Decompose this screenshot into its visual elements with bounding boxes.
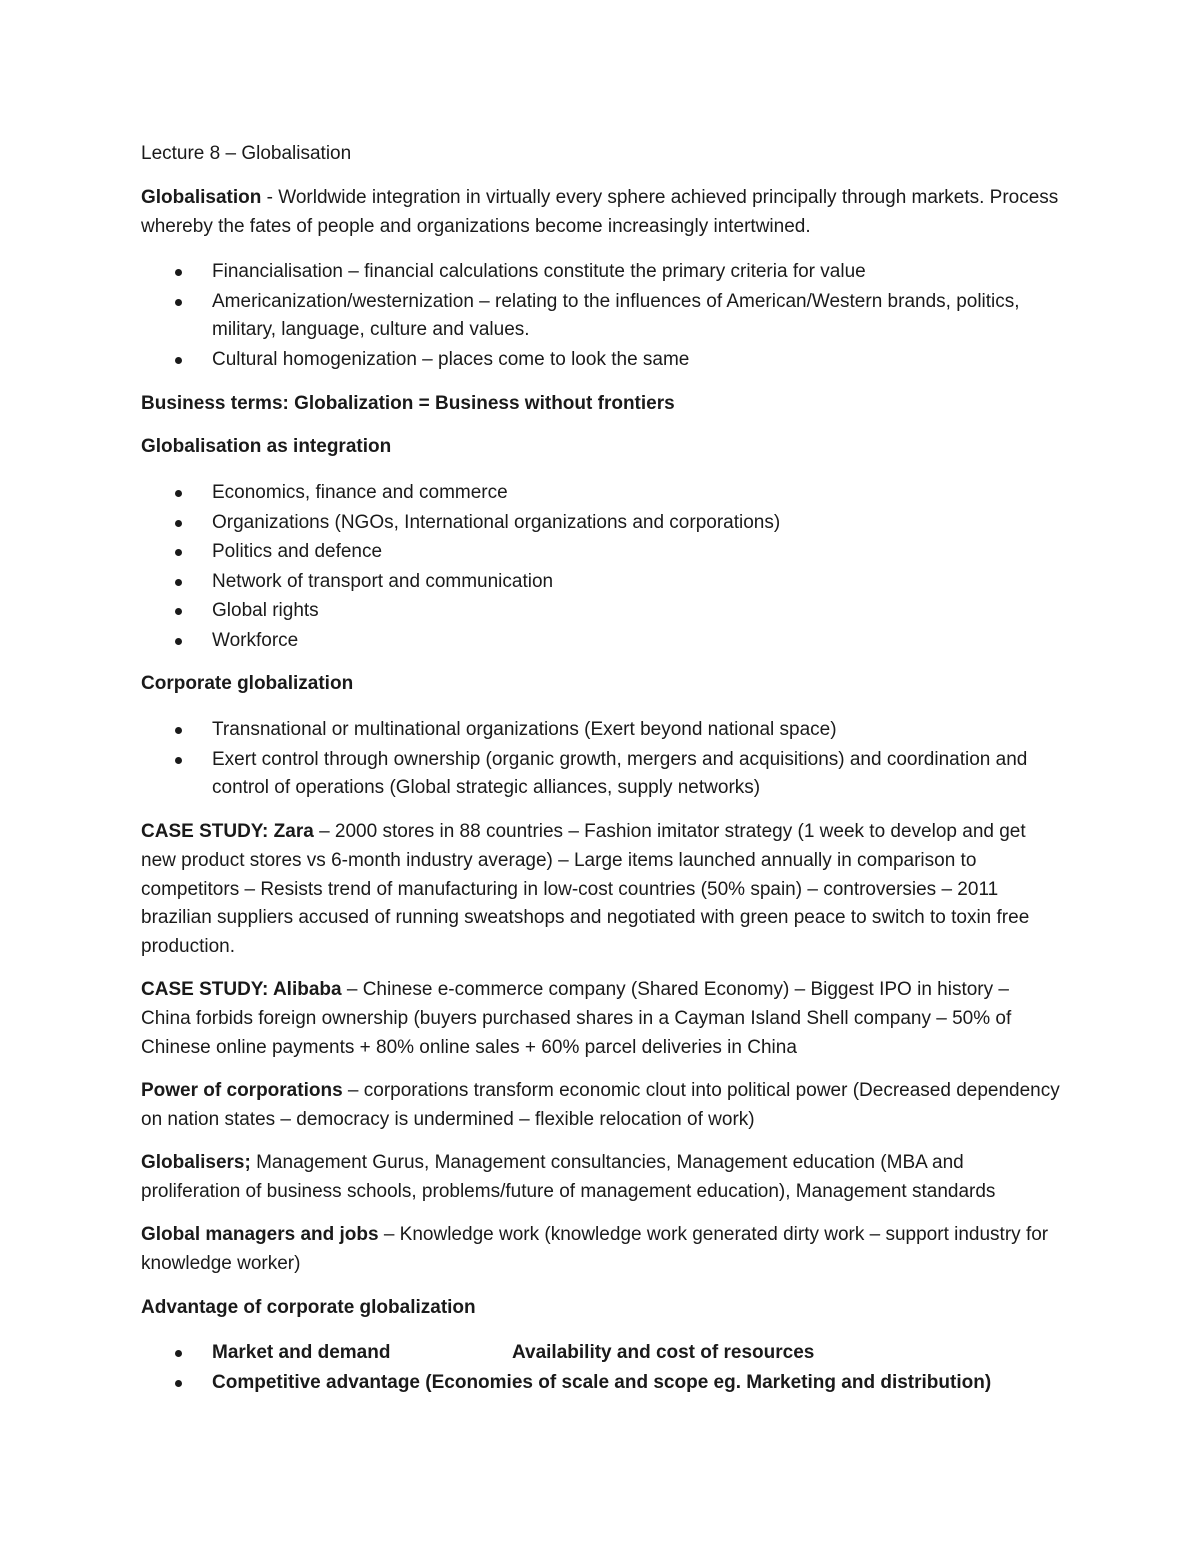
- bullet-icon: [175, 549, 182, 556]
- list-item: Workforce: [141, 627, 1061, 656]
- integration-bullet-list: [141, 479, 1061, 657]
- list-item: Politics and defence: [141, 538, 1061, 567]
- list-item: Cultural homogenization – places come to look the same: [141, 346, 1061, 375]
- business-terms-heading: Business terms: Globalization = Business without frontiers: [141, 393, 675, 414]
- global-managers-paragraph: Global managers and jobs – Knowledge work (knowledge work generated dirty work – support industry for knowledge worker): [141, 1224, 1049, 1274]
- globalisers-paragraph: Globalisers; Management Gurus, Management consultancies, Management education (MBA and proliferation of business schools, problems/future of management education), Management standards: [141, 1152, 996, 1202]
- bullet-icon: [175, 490, 182, 497]
- list-item: Global rights: [141, 597, 1061, 626]
- bullet-icon: [175, 1350, 182, 1357]
- definition-text: - Worldwide integration in virtually every sphere achieved principally through markets. Process whereby the fates of people and organizations become increasingly intertwined.: [141, 187, 1059, 237]
- definition-term: Globalisation: [141, 187, 262, 208]
- list-item: Economics, finance and commerce: [141, 479, 1061, 508]
- advantage-bullet-list: [141, 1339, 1061, 1398]
- bullet-icon: [175, 269, 182, 276]
- list-item: Exert control through ownership (organic growth, mergers and acquisitions) and coordination and control of operations (Global strategic alliances, supply networks): [141, 746, 1061, 804]
- bullet-icon: [175, 727, 182, 734]
- bullet-icon: [175, 579, 182, 586]
- bullet-icon: [175, 1380, 182, 1387]
- definition-paragraph: [141, 184, 1061, 242]
- integration-heading: Globalisation as integration: [141, 436, 392, 457]
- list-item: Americanization/westernization – relating to the influences of American/Western brands, politics, military, language, culture and values.: [141, 288, 1061, 346]
- advantage-heading: Advantage of corporate globalization: [141, 1297, 476, 1318]
- bullet-icon: [175, 299, 182, 306]
- corporate-heading: Corporate globalization: [141, 673, 354, 694]
- bullet-icon: [175, 638, 182, 645]
- list-item: Organizations (NGOs, International organizations and corporations): [141, 509, 1061, 538]
- bullet-icon: [175, 757, 182, 764]
- corporate-bullet-list: [141, 716, 1061, 804]
- bullet-icon: [175, 357, 182, 364]
- alibaba-case-study: CASE STUDY: Alibaba – Chinese e-commerce company (Shared Economy) – Biggest IPO in history – China forbids foreign ownership (buyers purchased shares in a Cayman Island Shell company – 50% of Chinese online payments + 80% online sales + 60% parcel deliveries in China: [141, 979, 1012, 1058]
- list-item: Financialisation – financial calculations constitute the primary criteria for value: [141, 258, 1061, 287]
- list-item: Transnational or multinational organizations (Exert beyond national space): [141, 716, 1061, 745]
- power-of-corporations: Power of corporations – corporations transform economic clout into political power (Decreased dependency on nation states – democracy is undermined – flexible relocation of work): [141, 1080, 1060, 1130]
- list-item: Market and demand Availability and cost of resources: [141, 1339, 1061, 1368]
- list-item: Network of transport and communication: [141, 568, 1061, 597]
- zara-case-study: CASE STUDY: Zara – 2000 stores in 88 countries – Fashion imitator strategy (1 week to develop and get new product stores vs 6-month industry average) – Large items launched annually in comparison to competitors – Resists trend of manufacturing in low-cost countries (50% spain) – controversies – 2011 brazilian suppliers accused of running sweatshops and negotiated with green peace to switch to toxin free production.: [141, 821, 1030, 958]
- lecture-title: Lecture 8 – Globalisation: [141, 143, 352, 164]
- bullet-icon: [175, 520, 182, 527]
- bullet-icon: [175, 608, 182, 615]
- list-item: Competitive advantage (Economies of scale and scope eg. Marketing and distribution): [141, 1369, 1061, 1398]
- definition-bullet-list: [141, 258, 1061, 376]
